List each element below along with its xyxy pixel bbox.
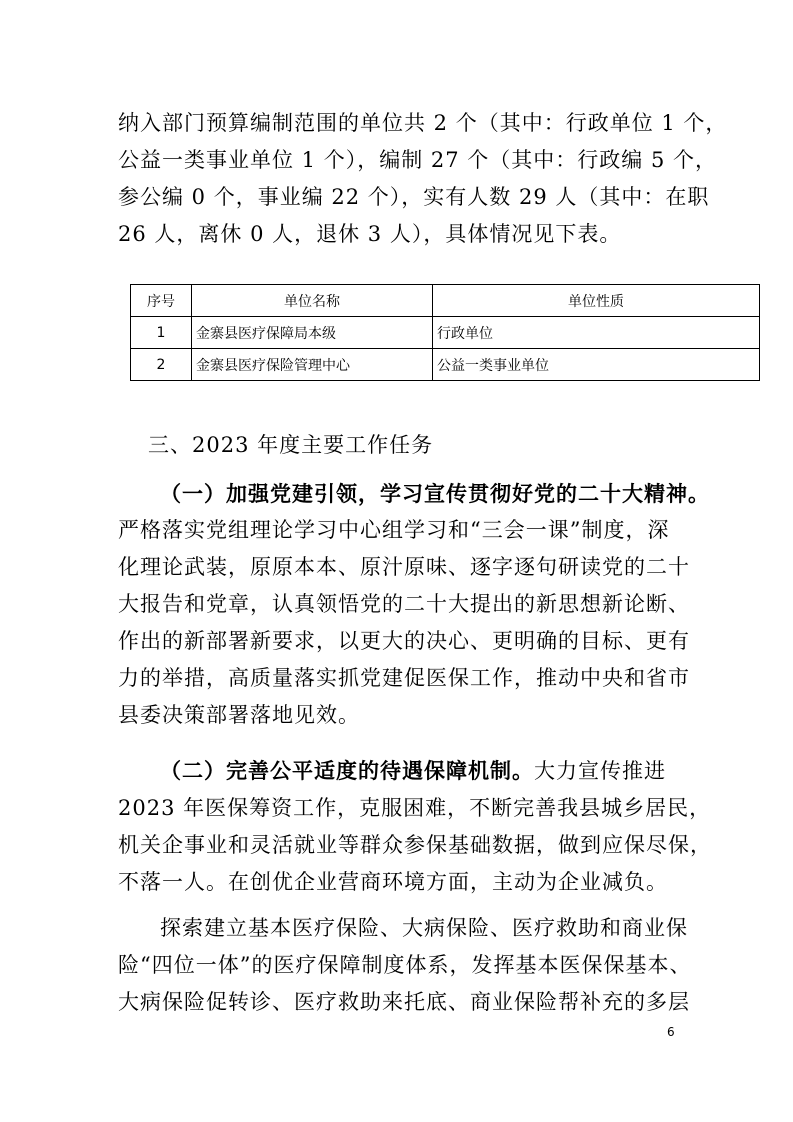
- paragraph-line: 不落一人。在创优企业营商环境方面，主动为企业减负。: [118, 870, 668, 894]
- table-row: [131, 317, 760, 349]
- table-row: [131, 349, 760, 381]
- cell-unit-type: 行政单位: [433, 317, 760, 349]
- page-number: 6: [667, 1025, 675, 1039]
- paragraph-line: 险“四位一体”的医疗保障制度体系，发挥基本医保保基本、: [118, 953, 692, 977]
- header-index: 序号: [131, 285, 192, 317]
- paragraph-line: 探索建立基本医疗保险、大病保险、医疗救助和商业保: [160, 916, 688, 940]
- paragraph-line: 2023 年医保筹资工作，克服困难，不断完善我县城乡居民，: [118, 796, 712, 820]
- paragraph-line: 大报告和党章，认真领悟党的二十大提出的新思想新论断、: [118, 592, 690, 616]
- cell-index: 2: [131, 349, 192, 381]
- intro-line: 纳入部门预算编制范围的单位共 2 个（其中：行政单位 1 个，: [118, 111, 728, 135]
- paragraph-party-building: [118, 475, 710, 734]
- paragraph-line: 机关企事业和灵活就业等群众参保基础数据，做到应保尽保，: [118, 833, 712, 857]
- intro-line: 参公编 0 个，事业编 22 个），实有人数 29 人（其中：在职: [118, 185, 710, 209]
- paragraph-line: 作出的新部署新要求，以更大的决心、更明确的目标、更有: [118, 629, 690, 653]
- intro-line: 26 人，离休 0 人，退休 3 人），具体情况见下表。: [118, 222, 622, 246]
- table-header-row: [131, 285, 760, 317]
- paragraph-line: 大病保险促转诊、医疗救助来托底、商业保险帮补充的多层: [118, 990, 690, 1014]
- cell-unit-type: 公益一类事业单位: [433, 349, 760, 381]
- header-unit-type: 单位性质: [433, 285, 760, 317]
- paragraph-line: 力的举措，高质量落实抓党建促医保工作，推动中央和省市: [118, 666, 690, 690]
- paragraph-line: 化理论武装，原原本本、原汁原味、逐字逐句研读党的二十: [118, 555, 690, 579]
- cell-unit-name: 金寨县医疗保险管理中心: [192, 349, 433, 381]
- paragraph-lead: （一）加强党建引领，学习宣传贯彻好党的二十大精神。: [160, 481, 710, 506]
- units-table: [130, 284, 760, 381]
- paragraph-lead-rest: 大力宣传推进: [534, 759, 666, 783]
- cell-index: 1: [131, 317, 192, 349]
- paragraph-insurance-system: [118, 910, 692, 1021]
- intro-paragraph: [118, 105, 728, 253]
- paragraph-first-line: [118, 752, 688, 790]
- header-unit-name: 单位名称: [192, 285, 433, 317]
- paragraph-line: 严格落实党组理论学习中心组学习和“三会一课”制度，深: [118, 518, 670, 542]
- cell-unit-name: 金寨县医疗保障局本级: [192, 317, 433, 349]
- paragraph-lead: （二）完善公平适度的待遇保障机制。: [160, 758, 534, 783]
- paragraph-line: 县委决策部署落地见效。: [118, 703, 360, 727]
- intro-line: 公益一类事业单位 1 个），编制 27 个（其中：行政编 5 个，: [118, 148, 717, 172]
- paragraph-benefit-mechanism: [118, 752, 712, 901]
- section-heading: 三、2023 年度主要工作任务: [148, 433, 434, 457]
